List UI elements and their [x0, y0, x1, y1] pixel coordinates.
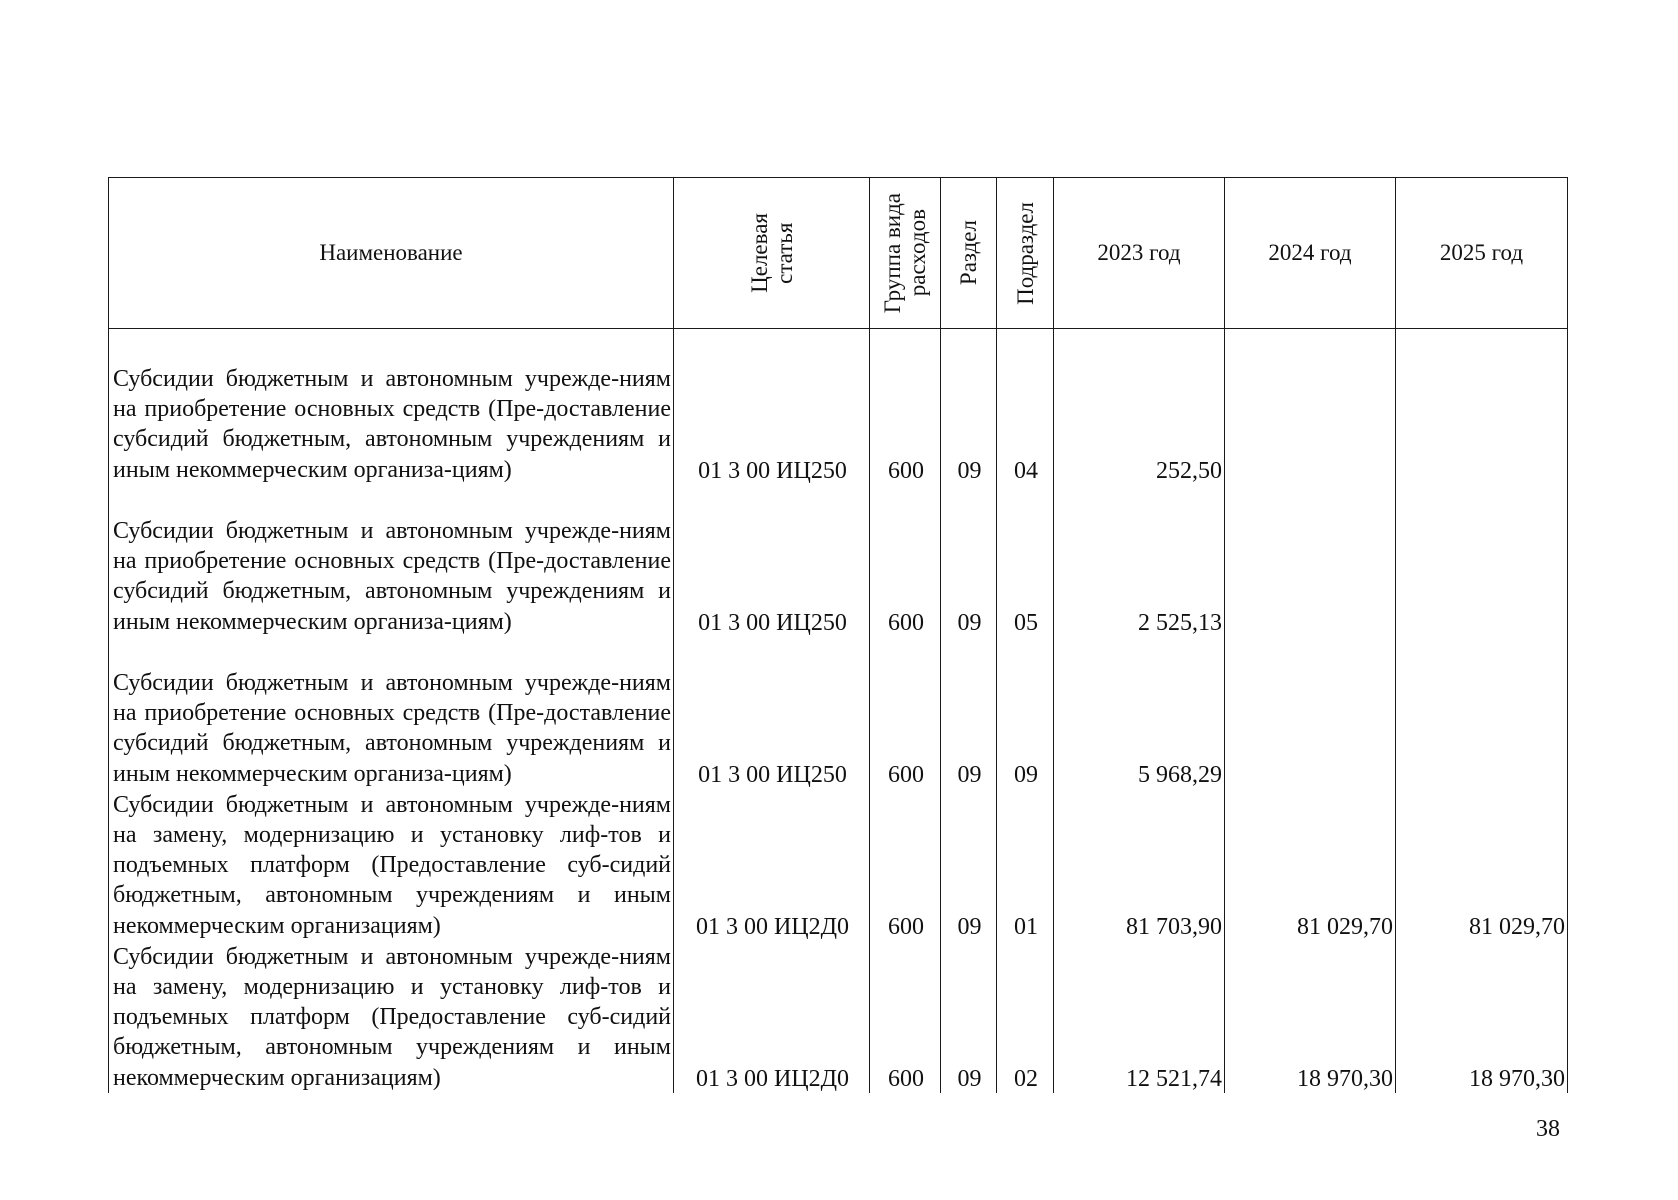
header-target-article-line2: статья — [771, 222, 797, 284]
header-target-article — [674, 178, 870, 329]
row-name: Субсидии бюджетным и автономным учрежде-ниям на замену, модернизацию и установку лиф-тов и подъемных платформ (Предоставление суб-сидий бюджетным, автономным учреждениям и иным некоммерческим организациям) — [109, 941, 674, 1093]
table-body — [109, 329, 1568, 1094]
row-subsection: 09 — [997, 637, 1054, 789]
header-expense-group-line2: расходов — [905, 209, 930, 297]
table-header — [109, 178, 1568, 329]
row-section: 09 — [941, 485, 997, 637]
row-amount-2024: 18 970,30 — [1225, 941, 1396, 1093]
page-number: 38 — [1536, 1116, 1560, 1142]
row-expense-group: 600 — [870, 329, 941, 486]
row-section: 09 — [941, 941, 997, 1093]
header-name-label: Наименование — [319, 240, 463, 265]
row-expense-group: 600 — [870, 941, 941, 1093]
row-amount-2025 — [1396, 329, 1568, 486]
header-year-2023 — [1054, 178, 1225, 329]
table-row — [109, 485, 1568, 637]
header-section — [941, 178, 997, 329]
row-expense-group: 600 — [870, 485, 941, 637]
row-amount-2023: 5 968,29 — [1054, 637, 1225, 789]
header-expense-group — [870, 178, 941, 329]
row-amount-2023: 2 525,13 — [1054, 485, 1225, 637]
row-amount-2025: 81 029,70 — [1396, 789, 1568, 941]
row-amount-2023: 12 521,74 — [1054, 941, 1225, 1093]
table-row — [109, 941, 1568, 1093]
row-amount-2024 — [1225, 329, 1396, 486]
header-year-2024-label: 2024 год — [1268, 240, 1352, 265]
header-year-2024 — [1225, 178, 1396, 329]
row-amount-2024 — [1225, 485, 1396, 637]
table-row — [109, 789, 1568, 941]
row-target-article: 01 3 00 ИЦ250 — [674, 637, 870, 789]
row-name: Субсидии бюджетным и автономным учрежде-ниям на приобретение основных средств (Пре-доставление субсидий бюджетным, автономным учреждениям и иным некоммерческим организа-циям) — [109, 329, 674, 486]
header-target-article-line1: Целевая — [746, 213, 772, 293]
row-amount-2023: 252,50 — [1054, 329, 1225, 486]
row-section: 09 — [941, 637, 997, 789]
row-target-article: 01 3 00 ИЦ2Д0 — [674, 789, 870, 941]
row-subsection: 04 — [997, 329, 1054, 486]
header-name — [109, 178, 674, 329]
header-year-2025 — [1396, 178, 1568, 329]
header-expense-group-line1: Группа вида — [880, 192, 905, 314]
row-target-article: 01 3 00 ИЦ250 — [674, 485, 870, 637]
budget-table — [108, 177, 1568, 1093]
row-subsection: 05 — [997, 485, 1054, 637]
row-amount-2025 — [1396, 637, 1568, 789]
header-subsection-label: Подраздел — [1012, 201, 1038, 305]
row-amount-2024 — [1225, 637, 1396, 789]
row-target-article: 01 3 00 ИЦ250 — [674, 329, 870, 486]
header-section-label: Раздел — [956, 220, 981, 286]
row-expense-group: 600 — [870, 789, 941, 941]
header-year-2025-label: 2025 год — [1439, 240, 1524, 265]
header-subsection — [997, 178, 1054, 329]
row-expense-group: 600 — [870, 637, 941, 789]
row-subsection: 02 — [997, 941, 1054, 1093]
table-row — [109, 637, 1568, 789]
row-name: Субсидии бюджетным и автономным учрежде-ниям на приобретение основных средств (Пре-доставление субсидий бюджетным, автономным учреждениям и иным некоммерческим организа-циям) — [109, 637, 674, 789]
row-amount-2023: 81 703,90 — [1054, 789, 1225, 941]
row-section: 09 — [941, 329, 997, 486]
row-name: Субсидии бюджетным и автономным учрежде-ниям на приобретение основных средств (Пре-доставление субсидий бюджетным, автономным учреждениям и иным некоммерческим организа-циям) — [109, 485, 674, 637]
row-amount-2025: 18 970,30 — [1396, 941, 1568, 1093]
row-amount-2024: 81 029,70 — [1225, 789, 1396, 941]
row-target-article: 01 3 00 ИЦ2Д0 — [674, 941, 870, 1093]
header-year-2023-label: 2023 год — [1097, 240, 1181, 265]
row-name: Субсидии бюджетным и автономным учрежде-ниям на замену, модернизацию и установку лиф-тов и подъемных платформ (Предоставление суб-сидий бюджетным, автономным учреждениям и иным некоммерческим организациям) — [109, 789, 674, 941]
row-section: 09 — [941, 789, 997, 941]
row-amount-2025 — [1396, 485, 1568, 637]
row-subsection: 01 — [997, 789, 1054, 941]
table-row — [109, 329, 1568, 486]
